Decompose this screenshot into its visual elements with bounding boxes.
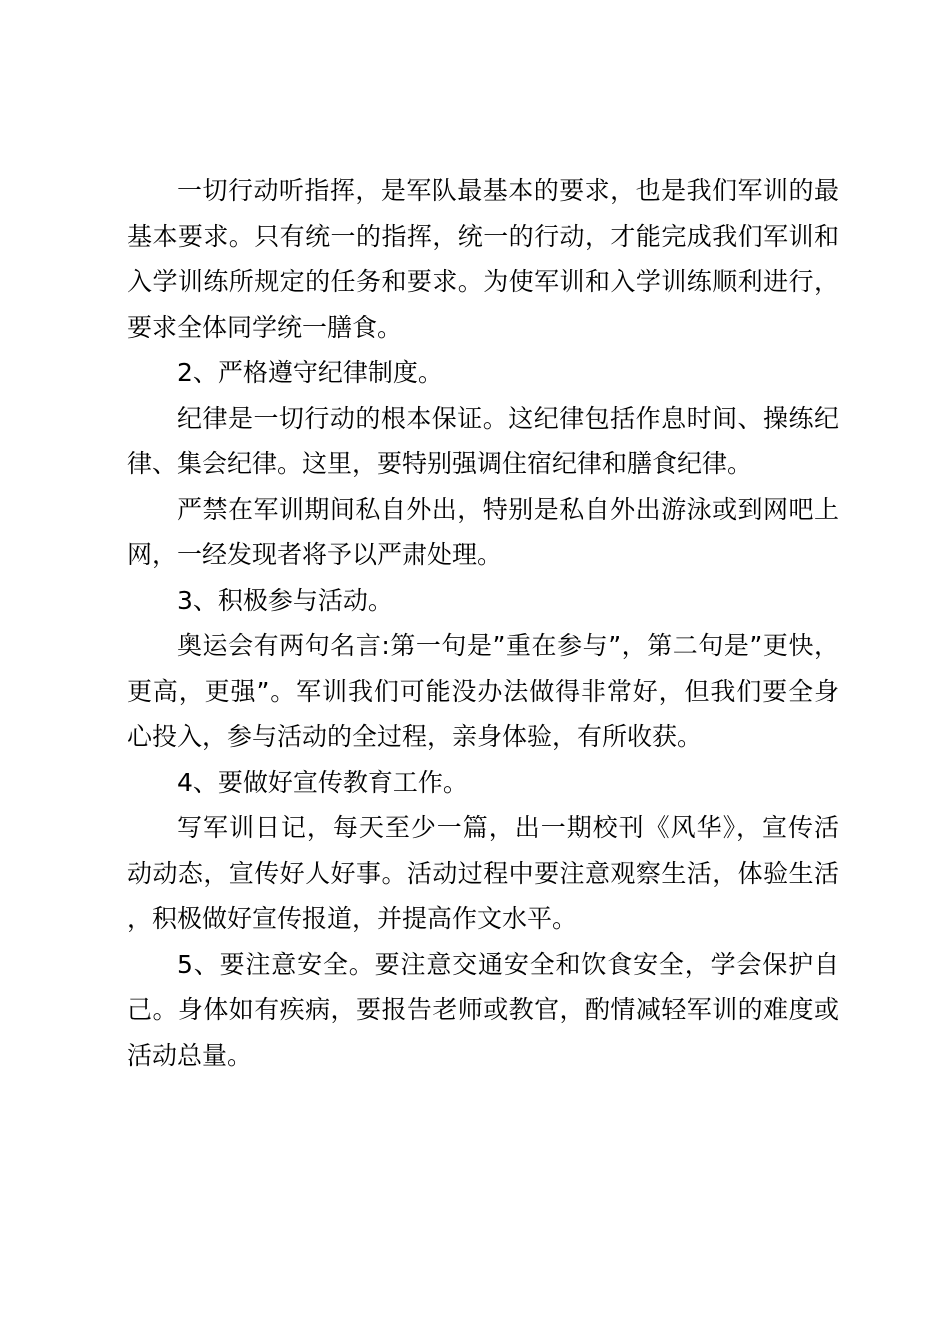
paragraph-no-leaving: 严禁在军训期间私自外出，特别是私自外出游泳或到网吧上网，一经发现者将予以严肃处理。 bbox=[127, 494, 839, 569]
heading-item-2: 2、严格遵守纪律制度。 bbox=[177, 358, 443, 387]
heading-item-3: 3、积极参与活动。 bbox=[177, 585, 393, 615]
paragraph-discipline-rules: 纪律是一切行动的根本保证。这纪律包括作息时间、操练纪律、集会纪律。这里，要特别强调住宿纪律和膳食纪律。 bbox=[127, 403, 839, 478]
heading-item-4: 4、要做好宣传教育工作。 bbox=[177, 767, 468, 797]
paragraph-safety: 5、要注意安全。要注意交通安全和饮食安全，学会保护自己。身体如有疾病，要报告老师或教官，酌情减轻军训的难度或活动总量。 bbox=[127, 949, 839, 1070]
paragraph-publicity-work: 写军训日记，每天至少一篇，出一期校刊《风华》，宣传活动动态，宣传好人好事。活动过程中要注意观察生活，体验生活，积极做好宣传报道，并提高作文水平。 bbox=[127, 813, 839, 933]
paragraph-olympic-motto: 奥运会有两句名言:第一句是”重在参与”，第二句是”更快，更高，更强”。军训我们可能没办法做得非常好，但我们要全身心投入，参与活动的全过程，亲身体验，有所收获。 bbox=[127, 631, 839, 751]
paragraph-command-discipline: 一切行动听指挥，是军队最基本的要求，也是我们军训的最基本要求。只有统一的指挥，统一的行动，才能完成我们军训和入学训练所规定的任务和要求。为使军训和入学训练顺利进行，要求全体同学统一膳食。 bbox=[127, 176, 839, 342]
document-body bbox=[127, 168, 839, 1078]
